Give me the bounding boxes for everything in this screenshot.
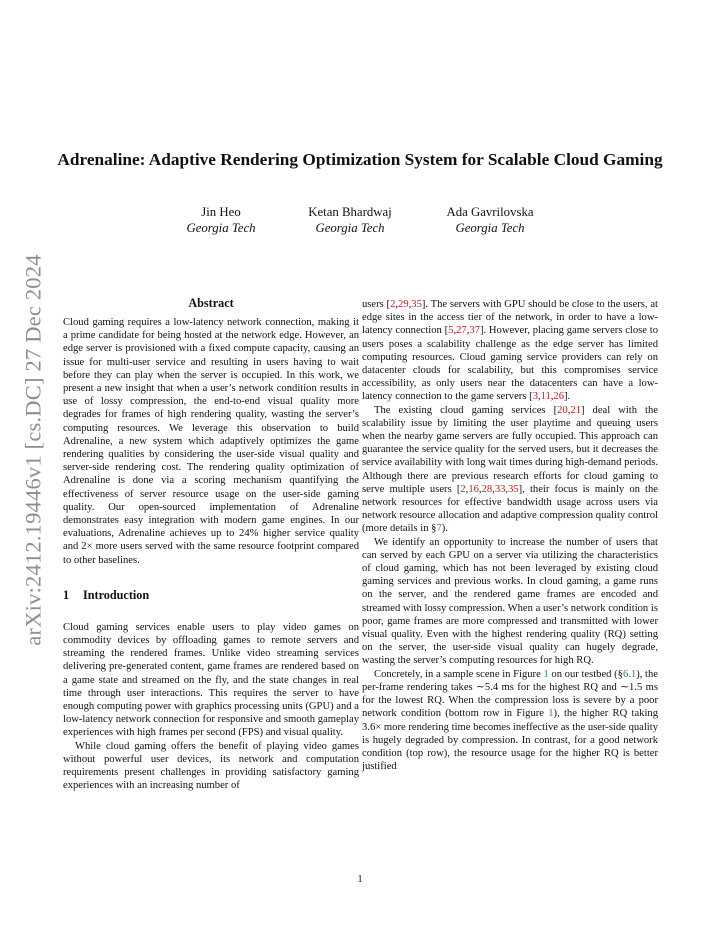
abstract-text: Cloud gaming requires a low-latency network connection, making it a prime candidate for being hosted at the network edge. However, an edge server is provisioned with a fixed compute capacity, causing an issue for multi-user service and resulting in users having to wait before they can play when the server is occupied. In this work, we present a new insight that when a user’s network condition results in use of lossy compression, the end-to-end visual quality more degrades for frames of high rendering quality, wasting the server’s computing resources. We leverage this observation to build Adrenaline, a new system which adaptively optimizes the game rendering qualities by considering the user-side visual quality and server-side rendering cost. The rendering quality optimization of Adrenaline is done via a scoring mechanism quantifying the effectiveness of server resource usage on the user-side gaming quality. Our open-sourced implementation of Adrenaline demonstrates easy integration with modern game engines. In our evaluations, Adrenaline achieves up to 24% higher service quality and 2× more users served with the same resource footprint compared to other baselines.	[63, 317, 359, 566]
text-run: ,	[492, 483, 495, 495]
abstract-heading: Abstract	[188, 296, 234, 310]
author-name: Ketan Bhardwaj	[308, 205, 392, 219]
text-run: ,	[395, 299, 399, 310]
arxiv-identifier-stamp	[13, 244, 55, 656]
text-run: ,	[453, 325, 457, 337]
citation-link[interactable]: 21	[570, 404, 581, 416]
citation-link[interactable]: 29	[398, 299, 409, 310]
arxiv-identifier-text: arXiv:2412.19446v1 [cs.DC] 27 Dec 2024	[21, 254, 47, 646]
text-run: ,	[466, 325, 470, 337]
text-run: ]. However, placing game servers close to users poses a scalability challenge as the edge server has limited computing resources. Cloud gaming service providers can rely on datacenter clouds for scalability, but this compromises service accessibility, as only users near the datacenters can have a low-latency connection to the game servers [	[362, 325, 658, 403]
citation-link[interactable]: 27	[456, 325, 467, 337]
text-run: users [	[362, 299, 391, 310]
right-paragraph-2	[362, 404, 658, 536]
text-run: Concretely, in a sample scene in Figure	[374, 668, 544, 680]
citation-link[interactable]: 11	[540, 391, 551, 403]
text-run: ), the per-frame rendering takes ∼5.4 ms for the highest RQ and ∼1.5 ms for the lowest RQ. When the compression loss is severe by a poor network condition (bottom row in Figure	[362, 668, 658, 720]
text-run: ]. The servers with GPU should be close to the users, at edge sites in the access tier of the network, in order to have a low-latency connection [	[362, 299, 658, 337]
section-reference-link[interactable]: 6.1	[622, 668, 637, 680]
right-column	[362, 298, 658, 773]
author-list	[0, 204, 720, 238]
citation-link[interactable]: 2	[390, 299, 396, 310]
citation-link[interactable]: 3	[532, 391, 538, 403]
figure-reference-link[interactable]: 1	[543, 668, 549, 680]
figure-reference-link[interactable]: 1	[548, 708, 554, 720]
text-run: ), the higher RQ taking 3.6× more rendering time becomes ineffective as the user-side quality is hugely degraded by compression. In contrast, for a good network condition (top row), the resource usage for the higher RQ is better justified	[362, 708, 658, 773]
citation-link[interactable]: 33	[494, 483, 506, 495]
citation-link[interactable]: 26	[553, 391, 565, 403]
right-paragraph-4	[362, 668, 658, 774]
text-run: ,	[478, 483, 482, 495]
intro-paragraph-2: While cloud gaming offers the benefit of playing video games without powerful user devices, its network and computation requirements present challenges in providing satisfactory gaming experiences with an increasing number of	[63, 740, 359, 792]
text-run: The existing cloud gaming services [	[374, 404, 558, 416]
text-run: ,	[505, 483, 509, 495]
citation-link[interactable]: 28	[481, 483, 493, 495]
citation-link[interactable]: 16	[468, 483, 479, 495]
text-run: ,	[567, 404, 571, 416]
author-affiliation: Georgia Tech	[455, 221, 525, 235]
intro-paragraph-1: Cloud gaming services enable users to play video games on commodity devices by offloading games to remote servers and streaming the rendered frames. Unlike video streaming services delivering pre-generated content, game frames are rendered based on a game state and streamed on the fly, and the state changes in real time through user interactions. This requires the server to have enough computing power with graphics processing units (GPU) and a low-latency network connection for responsive and smooth gameplay experiences with high frames per second (FPS) and visual quality.	[63, 621, 359, 739]
section-heading-introduction	[63, 588, 359, 602]
section-title: Introduction	[83, 587, 150, 602]
citation-link[interactable]: 2	[460, 483, 466, 495]
text-run: ,	[537, 391, 541, 403]
citation-link[interactable]: 20	[557, 404, 568, 416]
citation-link[interactable]: 37	[469, 325, 480, 337]
paper-title: Adrenaline: Adaptive Rendering Optimization System for Scalable Cloud Gaming	[57, 150, 663, 169]
text-run: ].	[564, 391, 571, 403]
text-run: ,	[550, 391, 554, 403]
text-run: ,	[408, 299, 412, 310]
citation-link[interactable]: 35	[411, 299, 422, 310]
right-paragraph-3: We identify an opportunity to increase the number of users that can served by each GPU on a server via utilizing the characteristics of cloud gaming, which has not been leveraged by existing cloud gaming services and previous works. In cloud gaming, a game runs on the server, and the rendered game frames are encoded and streamed with lossy compression. When a user’s network condition is poor, game frames are more compressed and transmitted with lower visual quality. Even with the highest rendering quality (RQ) setting on the server, the user-side visual quality can hugely degrade, wasting the server’s computing resources for high RQ.	[362, 536, 658, 667]
text-run: ).	[441, 523, 448, 535]
citation-link[interactable]: 35	[508, 483, 519, 495]
text-run: ,	[465, 483, 469, 495]
citation-link[interactable]: 5	[448, 325, 454, 337]
section-number: 1	[63, 587, 70, 602]
text-run: on our testbed (§	[548, 668, 623, 680]
author-name: Ada Gavrilovska	[446, 205, 534, 219]
author-affiliation: Georgia Tech	[315, 221, 385, 235]
page-number: 1	[357, 874, 363, 885]
author-affiliation: Georgia Tech	[186, 221, 256, 235]
right-paragraph-1	[362, 298, 658, 404]
section-reference-link[interactable]: 7	[436, 523, 442, 535]
author-name: Jin Heo	[201, 205, 241, 219]
text-run: ], their focus is mainly on the network resources for effective bandwidth usage across users via network resource allocation and adaptive compression quality control (more details in §	[362, 483, 659, 535]
left-column	[63, 296, 359, 793]
author-3	[410, 204, 570, 236]
text-run: ] deal with the scalability issue by limiting the user playtime and queuing users when the nearby game servers are fully occupied. This approach can guarantee the service quality for the served users, but it decreases the service availability with long wait times during high-demand periods. Although there are previous research efforts for cloud gaming to serve multiple users [	[362, 404, 658, 495]
author-2	[270, 204, 430, 236]
